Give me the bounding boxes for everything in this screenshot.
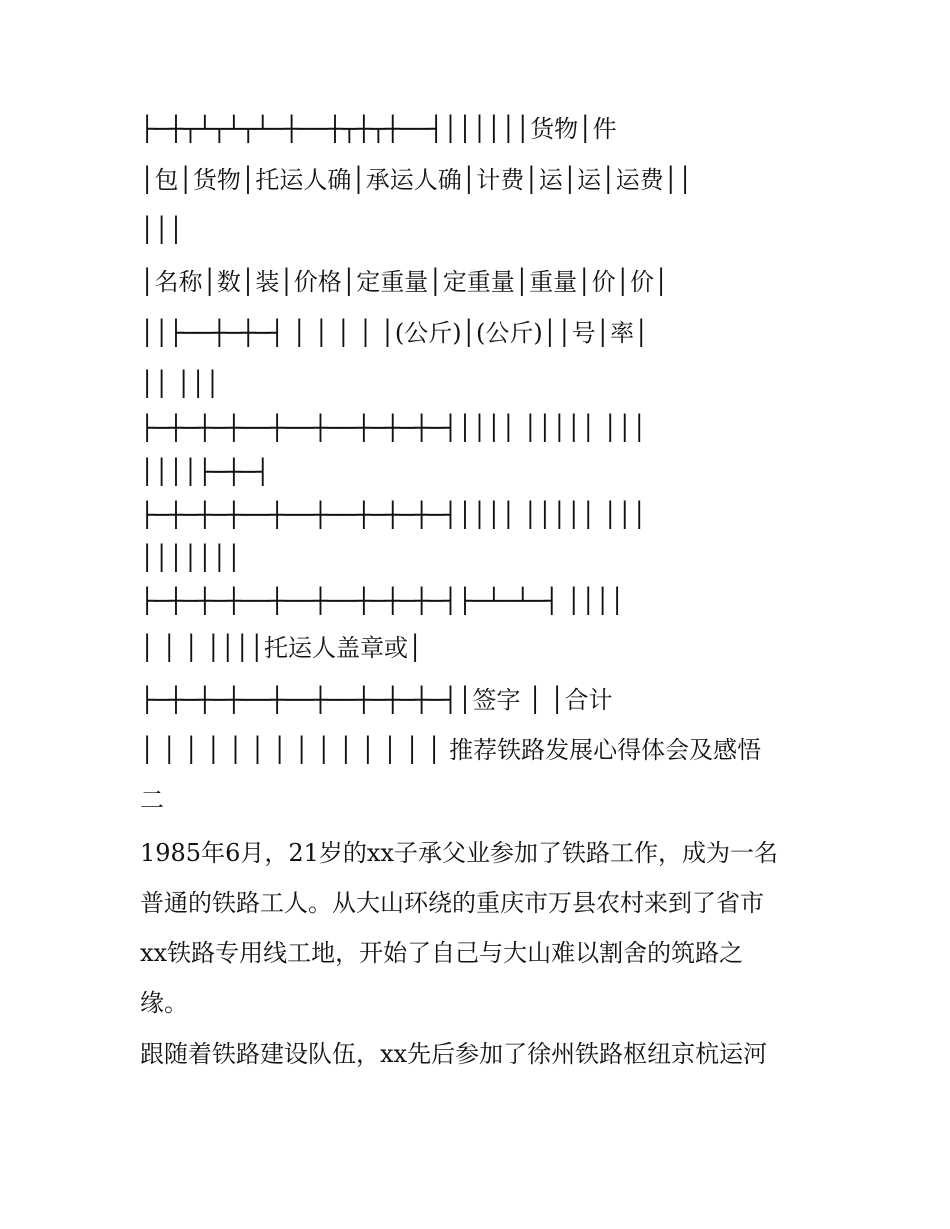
table-border-row: ├─┼─┼─┼──┼──┼──┼─┼─┼─┤││││ │││││ │││ <box>140 414 647 442</box>
table-border-row: │││ <box>140 216 184 244</box>
paragraph-line: 跟随着铁路建设队伍，xx先后参加了徐州铁路枢纽京杭运河 <box>140 1040 768 1068</box>
paragraph-line: xx铁路专用线工地，开始了自己与大山难以割舍的筑路之 <box>140 939 744 967</box>
table-border-row: ││ │││ <box>140 370 220 398</box>
table-row: ├─┼─┼─┼──┼──┼──┼─┼─┼─┤│签字 │ │合计 <box>140 686 613 714</box>
heading-line: 二 <box>140 786 164 814</box>
table-border-row: │││││││ <box>140 544 242 572</box>
paragraph-line: 1985年6月，21岁的xx子承父业参加了铁路工作，成为一名 <box>140 839 778 867</box>
table-header-row: │包│货物│托运人确│承运人确│计费│运│运│运费││ <box>140 166 693 194</box>
table-border-row: ││││├─┼─┤ <box>140 458 271 486</box>
table-border-row: ├─┼─┼─┼──┼──┼──┼─┼─┼─┤││││ │││││ │││ <box>140 501 647 529</box>
table-border-row: ├─┼┬┴┬┴┬┴─┼──┼┬┼┬┼──┤││││││货物│件 <box>140 115 617 143</box>
table-header-row: │名称│数│装│价格│定重量│定重量│重量│价│价│ <box>140 268 669 296</box>
table-header-row: ││├──┼─┼─┤ │ │ │ │ │(公斤)│(公斤)││号│率│ <box>140 319 649 347</box>
table-border-row: ├─┼─┼─┼──┼──┼──┼─┼─┼─┤├─┴─┴─┤ ││││ <box>140 587 625 615</box>
paragraph-line: 缘。 <box>140 989 188 1017</box>
heading-line: │ │ │ │ │ │ │ │ │ │ │ │ │ │ 推荐铁路发展心得体会及感悟 <box>140 736 762 764</box>
table-row: │ │ │ ││││托运人盖章或│ <box>140 634 423 662</box>
paragraph-line: 普通的铁路工人。从大山环绕的重庆市万县农村来到了省市 <box>140 889 764 917</box>
